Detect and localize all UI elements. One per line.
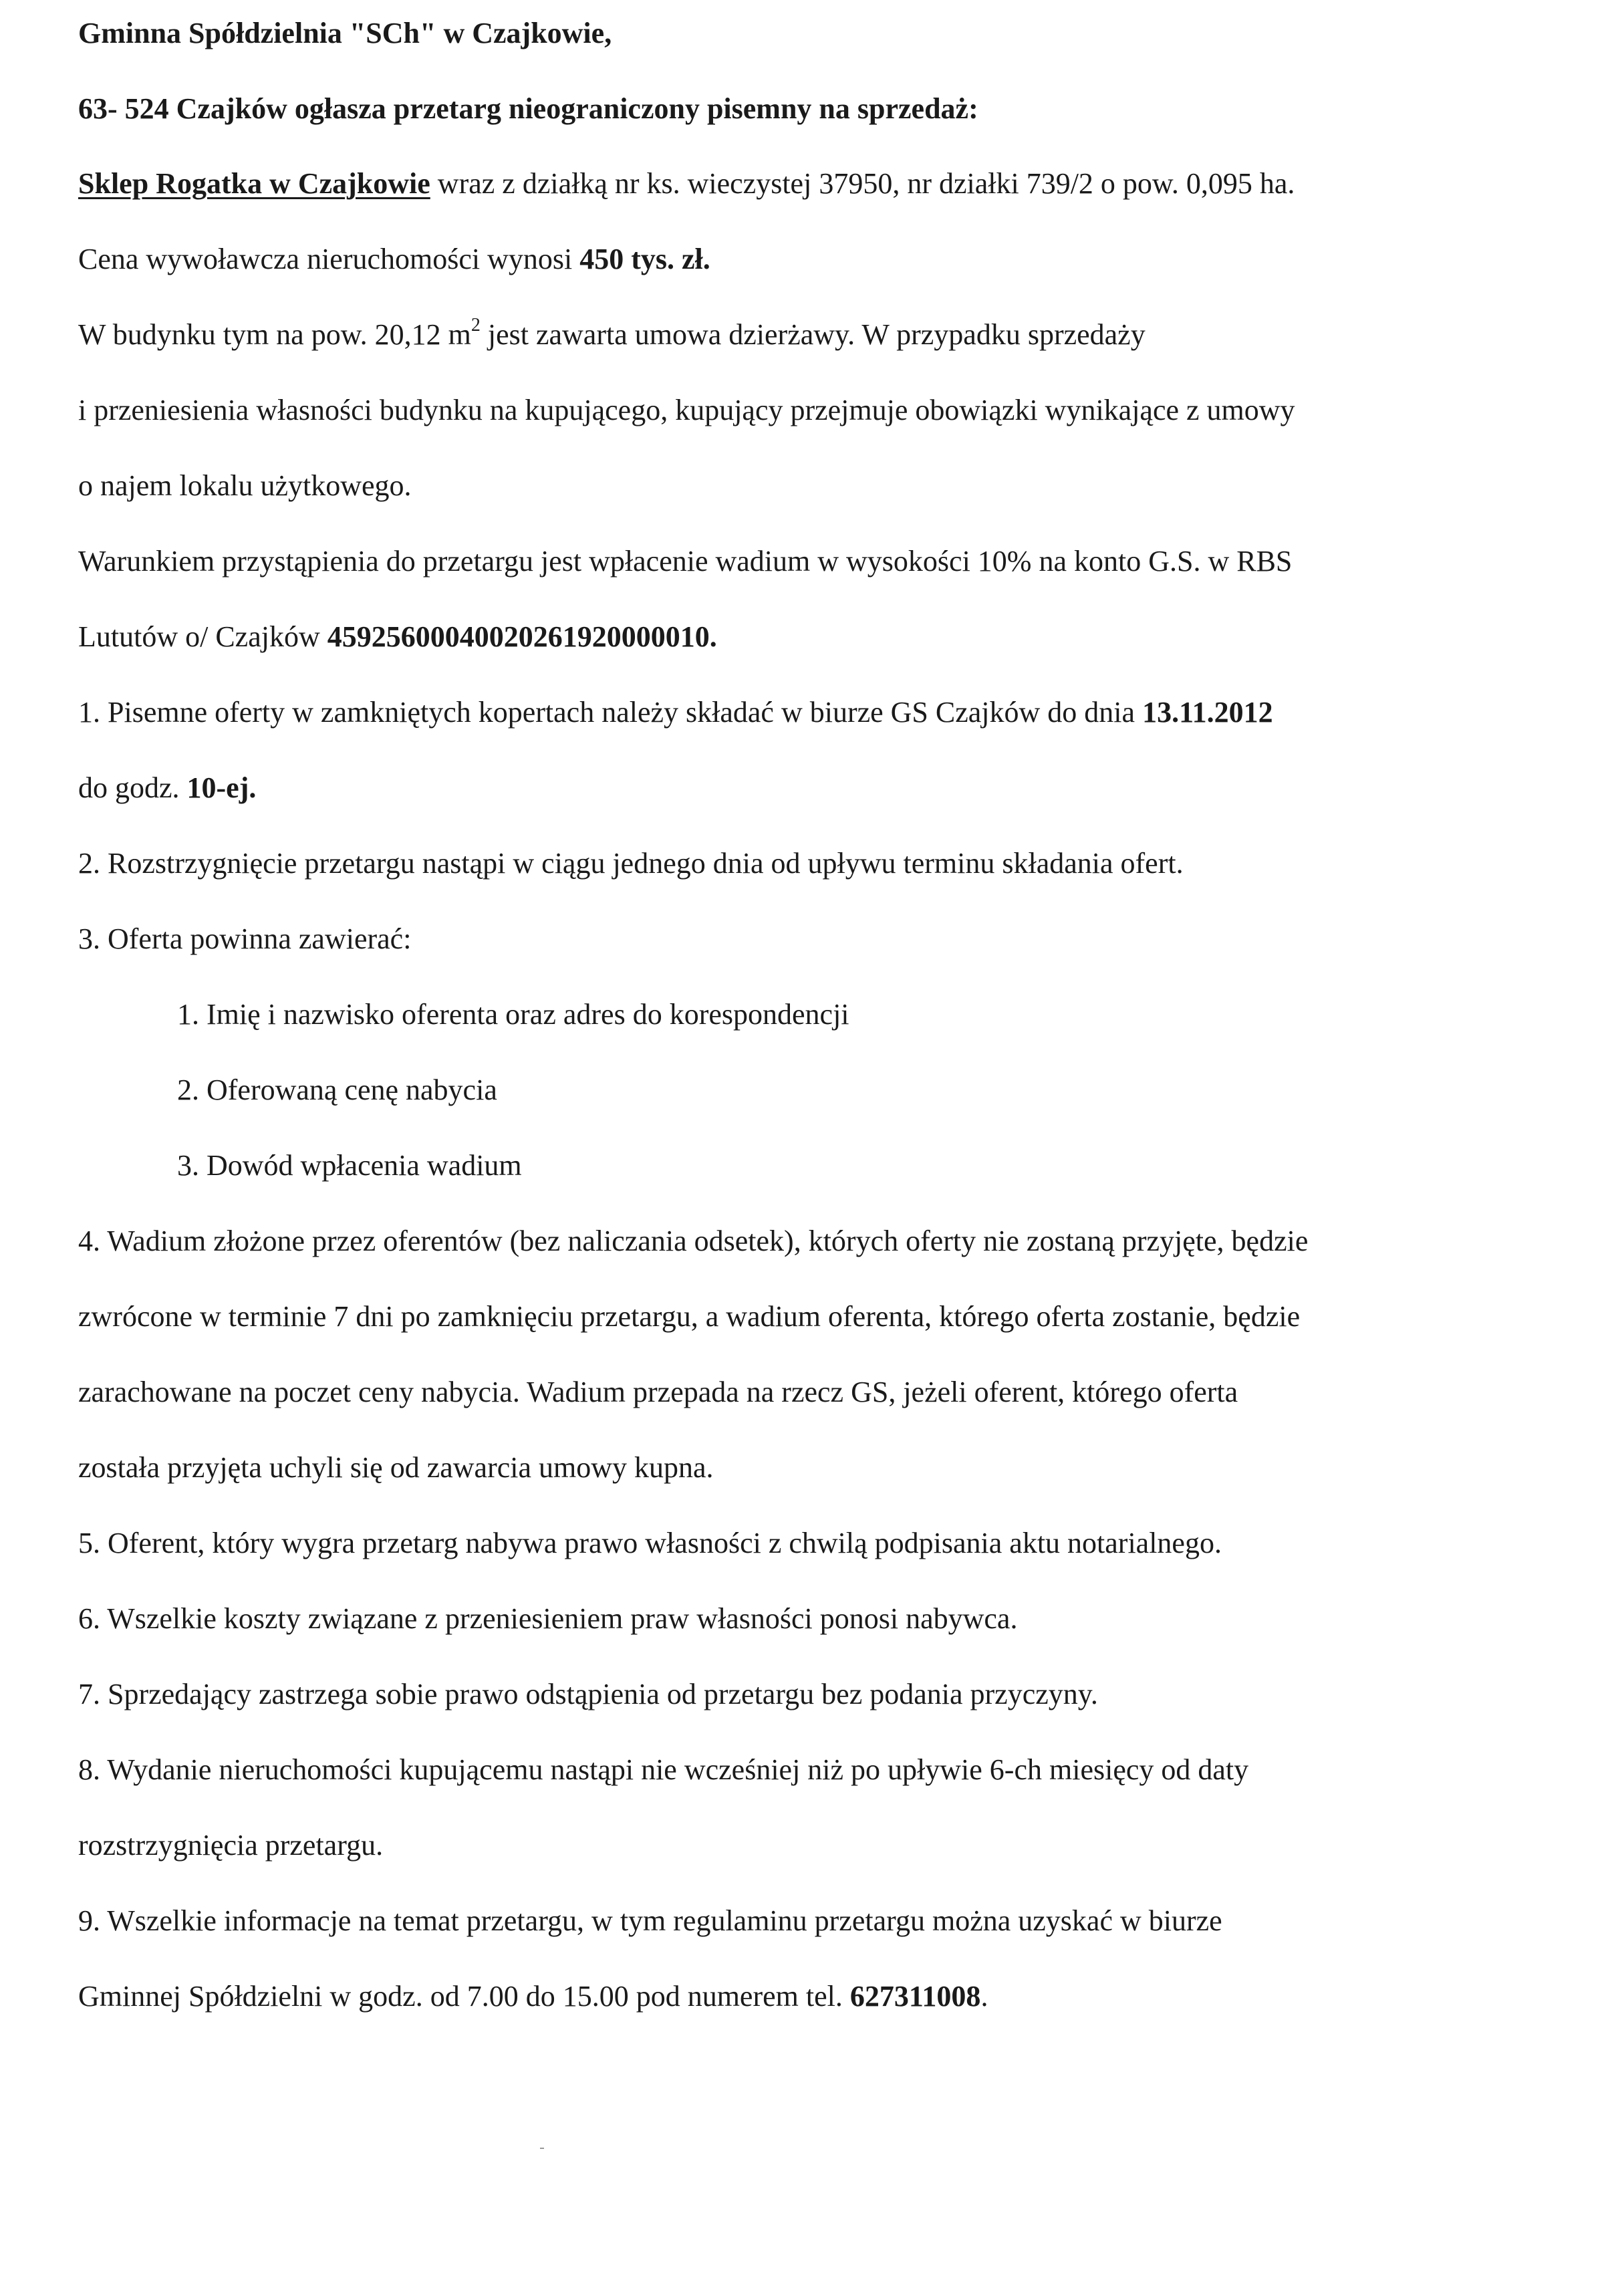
price-value: 450 tys. zł. xyxy=(579,243,710,275)
point-1-text: 1. Pisemne oferty w zamkniętych kopertach należy składać w biurze GS Czajków do dnia xyxy=(78,696,1143,729)
price-line xyxy=(78,241,710,278)
lease-superscript: 2 xyxy=(471,315,481,336)
lease-text-b: jest zawarta umowa dzierżawy. W przypadku sprzedaży xyxy=(480,318,1146,351)
point-9-line-2 xyxy=(78,1978,988,2015)
lease-line-2: i przeniesienia własności budynku na kupującego, kupujący przejmuje obowiązki wynikające z umowy xyxy=(78,394,1295,426)
point-2: 2. Rozstrzygnięcie przetargu nastąpi w ciągu jednego dnia od upływu terminu składania ofert. xyxy=(78,847,1184,880)
lease-line-3: o najem lokalu użytkowego. xyxy=(78,469,412,502)
organization-name: Gminna Spółdzielnia "SCh" w Czajkowie, xyxy=(78,17,612,49)
property-details: wraz z działką nr ks. wieczystej 37950, nr działki 739/2 o pow. 0,095 ha. xyxy=(430,167,1295,200)
scan-speck xyxy=(540,2148,544,2149)
point-3-item-3: 3. Dowód wpłacenia wadium xyxy=(177,1149,522,1182)
point-8-line-2: rozstrzygnięcia przetargu. xyxy=(78,1829,384,1862)
point-9-line-1: 9. Wszelkie informacje na temat przetargu, w tym regulaminu przetargu można uzyskać w biurze xyxy=(78,1904,1222,1937)
point-3: 3. Oferta powinna zawierać: xyxy=(78,922,412,955)
deadline-hour: 10-ej. xyxy=(186,771,257,804)
property-name: Sklep Rogatka w Czajkowie xyxy=(78,167,430,200)
contact-hours: Gminnej Spółdzielni w godz. od 7.00 do 15.00 pod numerem tel. xyxy=(78,1980,850,2013)
lease-text-a: W budynku tym na pow. 20,12 m xyxy=(78,318,471,351)
point-3-item-1: 1. Imię i nazwisko oferenta oraz adres do korespondencji xyxy=(177,998,849,1031)
point-1-line-2 xyxy=(78,769,256,807)
phone-number: 627311008 xyxy=(849,1980,981,2013)
point-8-line-1: 8. Wydanie nieruchomości kupującemu nastąpi nie wcześniej niż po upływie 6-ch miesięcy od daty xyxy=(78,1753,1249,1786)
property-line xyxy=(78,165,1295,203)
deadline-date: 13.11.2012 xyxy=(1142,696,1273,729)
point-4-line-4: została przyjęta uchyli się od zawarcia umowy kupna. xyxy=(78,1451,714,1484)
point-4-line-1: 4. Wadium złożone przez oferentów (bez naliczania odsetek), których oferty nie zostaną przyjęte, będzie xyxy=(78,1225,1309,1257)
point-5: 5. Oferent, który wygra przetarg nabywa prawo własności z chwilą podpisania aktu notarialnego. xyxy=(78,1527,1222,1559)
point-7: 7. Sprzedający zastrzega sobie prawo odstąpienia od przetargu bez podania przyczyny. xyxy=(78,1678,1098,1710)
deposit-line-2 xyxy=(78,618,717,656)
point-4-line-3: zarachowane na poczet ceny nabycia. Wadium przepada na rzecz GS, jeżeli oferent, którego oferta xyxy=(78,1376,1238,1408)
bank-branch: Lututów o/ Czajków xyxy=(78,620,327,653)
lease-line-1 xyxy=(78,316,1146,354)
account-number: 45925600040020261920000010. xyxy=(327,620,717,653)
point-6: 6. Wszelkie koszty związane z przeniesieniem praw własności ponosi nabywca. xyxy=(78,1602,1018,1635)
deposit-line-1: Warunkiem przystąpienia do przetargu jest wpłacenie wadium w wysokości 10% na konto G.S. w RBS xyxy=(78,545,1293,578)
price-label: Cena wywoławcza nieruchomości wynosi xyxy=(78,243,580,275)
tender-announcement: 63- 524 Czajków ogłasza przetarg nieograniczony pisemny na sprzedaż: xyxy=(78,92,978,125)
contact-end: . xyxy=(980,1980,988,2013)
point-4-line-2: zwrócone w terminie 7 dni po zamknięciu przetargu, a wadium oferenta, którego oferta zostanie, będzie xyxy=(78,1300,1301,1333)
point-1-line-1 xyxy=(78,694,1273,731)
point-1-hour-label: do godz. xyxy=(78,771,187,804)
point-3-item-2: 2. Oferowaną cenę nabycia xyxy=(177,1073,497,1106)
